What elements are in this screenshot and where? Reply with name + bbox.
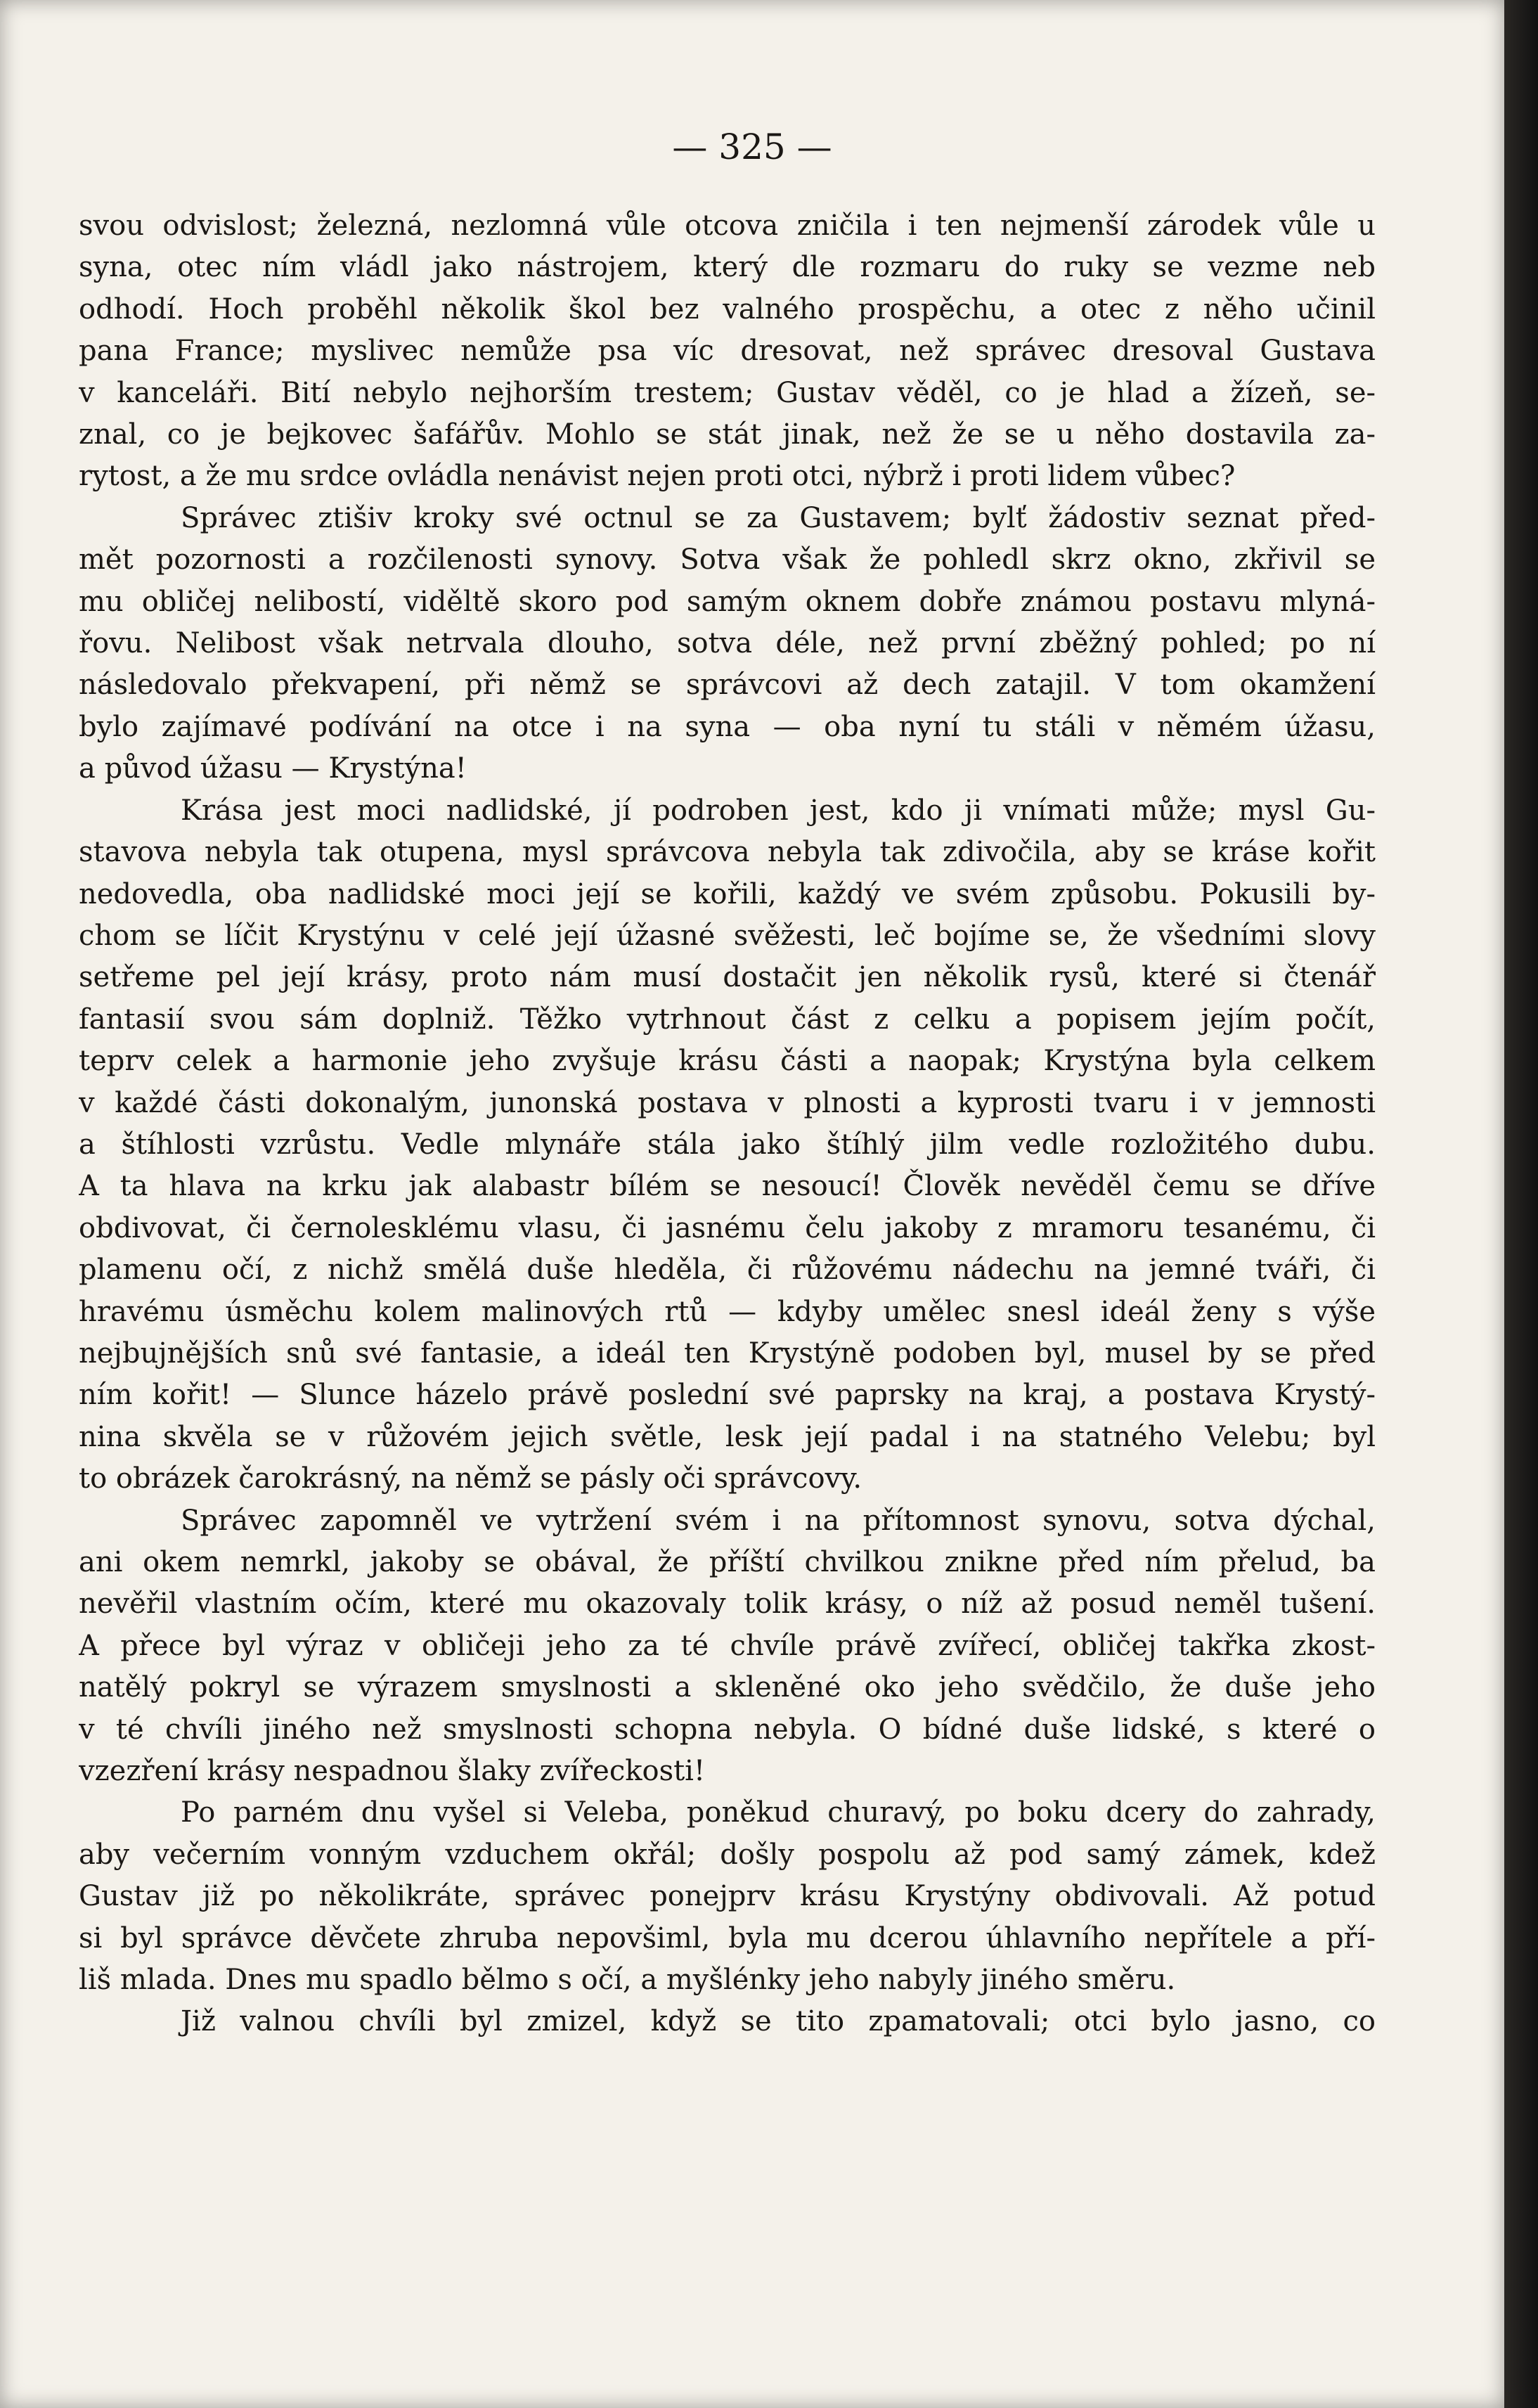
text-line: stavova nebyla tak otupena, mysl správcova nebyla tak zdivočila, aby se kráse kořit bbox=[79, 836, 1376, 869]
text-line: plamenu očí, z nichž smělá duše hleděla, či růžovému nádechu na jemné tváři, či bbox=[79, 1254, 1376, 1287]
text-line: mět pozornosti a rozčilenosti synovy. Sotva však že pohledl skrz okno, zkřivil se bbox=[79, 543, 1376, 577]
text-line: vzezření krásy nespadnou šlaky zvířeckosti! bbox=[79, 1755, 706, 1788]
text-line: ani okem nemrkl, jakoby se obával, že příští chvilkou znikne před ním přelud, ba bbox=[79, 1546, 1376, 1578]
text-line: nevěřil vlastním očím, které mu okazovaly tolik krásy, o níž až posud neměl tušení. bbox=[79, 1588, 1376, 1621]
text-line: syna, otec ním vládl jako nástrojem, který dle rozmaru do ruky se vezme neb bbox=[79, 251, 1376, 284]
page-edge-shadow bbox=[1504, 0, 1538, 2408]
page-number: — 325 — bbox=[672, 127, 832, 167]
text-line: setřeme pel její krásy, proto nám musí dostačit jen několik rysů, které si čtenář bbox=[79, 961, 1376, 994]
text-line: nejbujnějších snů své fantasie, a ideál ten Krystýně podoben byl, musel by se před bbox=[79, 1337, 1376, 1370]
text-line: teprv celek a harmonie jeho zvyšuje krásu části a naopak; Krystýna byla celkem bbox=[79, 1045, 1376, 1078]
text-line: liš mlada. Dnes mu spadlo bělmo s očí, a myšlénky jeho nabyly jiného směru. bbox=[79, 1964, 1176, 1997]
text-line: Již valnou chvíli byl zmizel, když se tito zpamatovali; otci bylo jasno, co bbox=[181, 2005, 1376, 2038]
text-line: to obrázek čarokrásný, na němž se pásly oči správcovy. bbox=[79, 1462, 862, 1495]
text-line: A přece byl výraz v obličeji jeho za té chvíle právě zvířecí, obličej takřka zkost- bbox=[79, 1629, 1376, 1662]
text-line: Správec ztišiv kroky své octnul se za Gustavem; bylť žádostiv seznat před- bbox=[181, 501, 1376, 534]
text-line: a původ úžasu — Krystýna! bbox=[79, 752, 467, 785]
text-line: aby večerním vonným vzduchem okřál; došly pospolu až pod samý zámek, kdež bbox=[79, 1838, 1376, 1871]
text-line: svou odvislost; železná, nezlomná vůle otcova zničila i ten nejmenší zárodek vůle u bbox=[79, 210, 1376, 242]
text-line: a štíhlosti vzrůstu. Vedle mlynáře stála jako štíhlý jilm vedle rozložitého dubu. bbox=[79, 1128, 1376, 1161]
text-line: Správec zapomněl ve vytržení svém i na přítomnost synovu, sotva dýchal, bbox=[181, 1504, 1376, 1537]
text-line: nedovedla, oba nadlidské moci její se kořili, každý ve svém způsobu. Pokusili by- bbox=[79, 877, 1376, 910]
text-line: řovu. Nelibost však netrvala dlouho, sotva déle, než první zběžný pohled; po ní bbox=[79, 627, 1376, 660]
text-line: Gustav již po několikráte, správec ponejprv krásu Krystýny obdivovali. Až potud bbox=[79, 1880, 1376, 1913]
text-line: rytost, a že mu srdce ovládla nenávist nejen proti otci, nýbrž i proti lidem vůbec? bbox=[79, 460, 1236, 493]
text-line: pana France; myslivec nemůže psa víc dresovat, než správec dresoval Gustava bbox=[79, 335, 1376, 368]
text-line: natělý pokryl se výrazem smyslnosti a skleněné oko jeho svědčilo, že duše jeho bbox=[79, 1671, 1376, 1704]
paragraph-4 bbox=[79, 1500, 1376, 1793]
text-line: Po parném dnu vyšel si Veleba, poněkud churavý, po boku dcery do zahrady, bbox=[181, 1796, 1376, 1829]
text-line: odhodí. Hoch proběhl několik škol bez valného prospěchu, a otec z něho učinil bbox=[79, 292, 1376, 326]
text-line: následovalo překvapení, při němž se správcovi až dech zatajil. V tom okamžení bbox=[79, 669, 1376, 702]
text-line: mu obličej nelibostí, viděltě skoro pod samým oknem dobře známou postavu mlyná- bbox=[79, 585, 1376, 618]
text-line: v kanceláři. Bití nebylo nejhorším trestem; Gustav věděl, co je hlad a žízeň, se- bbox=[79, 376, 1376, 409]
text-line: ním kořit! — Slunce házelo právě poslední své paprsky na kraj, a postava Krystý- bbox=[79, 1379, 1376, 1412]
text-line: nina skvěla se v růžovém jejich světle, lesk její padal i na statného Velebu; byl bbox=[79, 1420, 1376, 1453]
paragraph-3 bbox=[79, 790, 1376, 1500]
paragraph-6 bbox=[79, 2001, 1376, 2042]
paragraph-1 bbox=[79, 205, 1376, 498]
text-line: obdivovat, či černolesklému vlasu, či jasnému čelu jakoby z mramoru tesanému, či bbox=[79, 1211, 1376, 1244]
text-line: A ta hlava na krku jak alabastr bílém se nesoucí! Člověk nevěděl čemu se dříve bbox=[79, 1170, 1376, 1203]
text-line: znal, co je bejkovec šafářův. Mohlo se stát jinak, než že se u něho dostavila za- bbox=[79, 418, 1376, 451]
text-line: chom se líčit Krystýnu v celé její úžasné svěžesti, leč bojíme se, že všedními slovy bbox=[79, 919, 1376, 952]
paragraph-2 bbox=[79, 498, 1376, 790]
text-line: fantasií svou sám doplniž. Těžko vytrhnout část z celku a popisem jejím počít, bbox=[79, 1003, 1376, 1036]
text-line: si byl správce děvčete zhruba nepovšiml, byla mu dcerou úhlavního nepřítele a pří- bbox=[79, 1921, 1376, 1955]
text-line: Krása jest moci nadlidské, jí podroben jest, kdo ji vnímati může; mysl Gu- bbox=[181, 794, 1376, 827]
text-line: hravému úsměchu kolem malinových rtů — kdyby umělec snesl ideál ženy s výše bbox=[79, 1295, 1376, 1328]
text-line: bylo zajímavé podívání na otce i na syna — oba nyní tu stáli v němém úžasu, bbox=[79, 710, 1376, 743]
text-line: v každé části dokonalým, junonská postava v plnosti a kyprosti tvaru i v jemnosti bbox=[79, 1086, 1376, 1119]
text-line: v té chvíli jiného než smyslnosti schopna nebyla. O bídné duše lidské, s které o bbox=[79, 1713, 1376, 1746]
paragraph-5 bbox=[79, 1792, 1376, 2001]
body-text bbox=[79, 205, 1376, 2043]
